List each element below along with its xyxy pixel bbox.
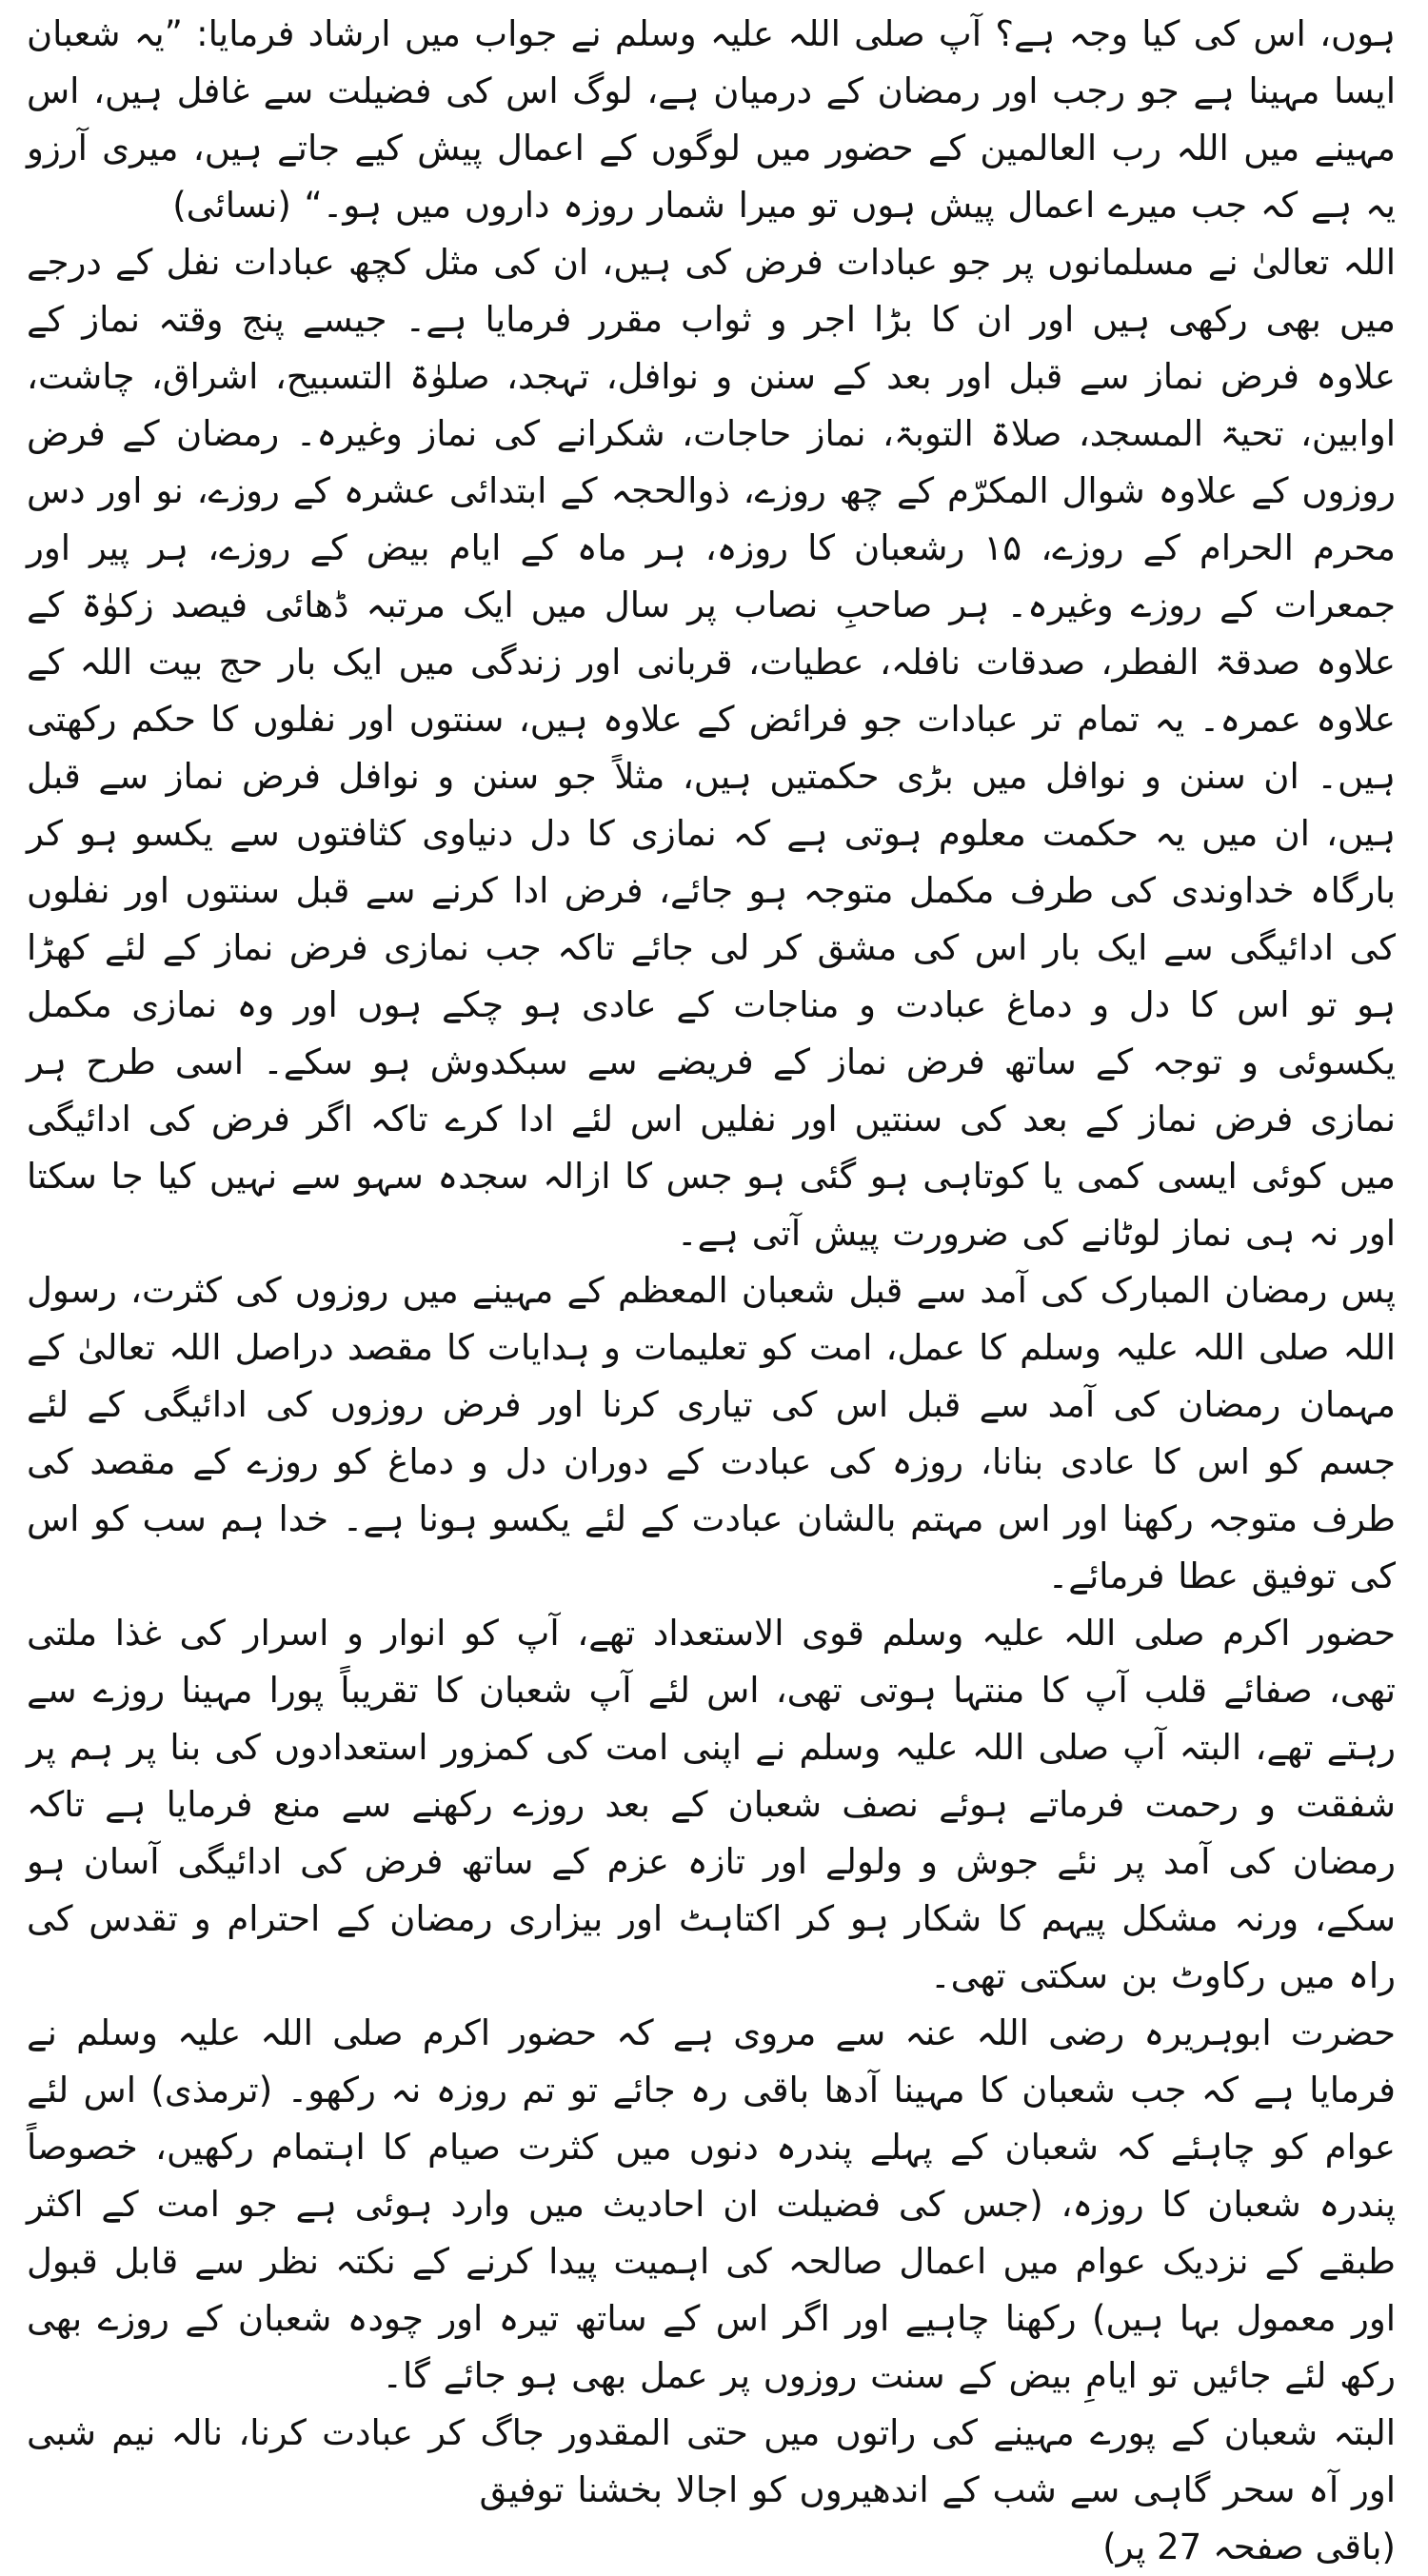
paragraph-nafl-ibadat: اللہ تعالیٰ نے مسلمانوں پر جو عبادات فرض کی ہیں، ان کی مثل کچھ عبادات نفل کے درجے میں بھی رکھی ہیں اور ان کا بڑا اجر و ثواب مقرر فرمایا ہے۔ جیسے پنج وقتہ نماز کے علاوہ فرض نماز سے قبل اور بعد کے سنن و نوافل، تہجد، صلوٰۃ التسبیح، اشراق، چاشت، اوابین، تحیۃ المسجد، صلاۃ التوبۃ، نماز حاجات، شکرانے کی نماز وغیرہ۔ رمضان کے فرض روزوں کے علاوہ شوال المکرّم کے چھ روزے، ذوالحجہ کے ابتدائی عشرہ کے روزے، نو اور دس محرم الحرام کے روزے، ۱۵ رشعبان کا روزہ، ہر ماہ کے ایام بیض کے روزے، ہر پیر اور جمعرات کے روزے وغیرہ۔ ہر صاحبِ نصاب پر سال میں ایک مرتبہ ڈھائی فیصد زکوٰۃ کے علاوہ صدقۃ الفطر، صدقات نافلہ، عطیات، قربانی اور زندگی میں ایک بار حج بیت اللہ کے علاوہ عمرہ۔ یہ تمام تر عبادات جو فرائض کے علاوہ ہیں، سنتوں اور نفلوں کا حکم رکھتی ہیں۔ ان سنن و نوافل میں بڑی حکمتیں ہیں، مثلاً جو سنن و نوافل فرض نماز سے قبل ہیں، ان میں یہ حکمت معلوم ہوتی ہے کہ نمازی کا دل دنیاوی کثافتوں سے یکسو ہو کر بارگاہ خداوندی کی طرف مکمل متوجہ ہو جائے، فرض ادا کرنے سے قبل سنتوں اور نفلوں کی ادائیگی سے ایک بار اس کی مشق کر لی جائے تاکہ جب نمازی فرض نماز کے لئے کھڑا ہو تو اس کا دل و دماغ عبادت و مناجات کے عادی ہو چکے ہوں اور وہ نمازی مکمل یکسوئی و توجہ کے ساتھ فرض نماز کے فریضے سے سبکدوش ہو سکے۔ اسی طرح ہر نمازی فرض نماز کے بعد کی سنتیں اور نفلیں اس لئے ادا کرے تاکہ اگر فرض کی ادائیگی میں کوئی ایسی کمی یا کوتاہی ہو گئی ہو جس کا ازالہ سجدہ سہو سے نہیں کیا جا سکتا اور نہ ہی نماز لوٹانے کی ضرورت پیش آتی ہے۔ — [27, 242, 1396, 1254]
paragraph-ramadan-preparation: پس رمضان المبارک کی آمد سے قبل شعبان المعظم کے مہینے میں روزوں کی کثرت، رسول اللہ صلی اللہ علیہ وسلم کا عمل، امت کو تعلیمات و ہدایات کا مقصد دراصل اللہ تعالیٰ کے مہمان رمضان کی آمد سے قبل اس کی تیاری کرنا اور فرض روزوں کی ادائیگی کے لئے جسم کو اس کا عادی بنانا، روزہ کی عبادت کے دوران دل و دماغ کو روزے کے مقصد کی طرف متوجہ رکھنا اور اس مہتم بالشان عبادت کے لئے یکسو ہونا ہے۔ خدا ہم سب کو اس کی توفیق عطا فرمائے۔ — [27, 1270, 1396, 1596]
article-page — [27, 6, 1396, 2567]
continuation-note: (باقی صفحہ 27 پر) — [1102, 2526, 1396, 2567]
paragraph-shaban-nights: البتہ شعبان کے پورے مہینے کی راتوں میں حتی المقدور جاگ کر عبادت کرنا، نالہ نیم شبی اور آہ سحر گاہی سے شب کے اندھیروں کو اجالا بخشنا توفیق — [27, 2412, 1396, 2510]
paragraph-hadith-nasai: ہوں، اس کی کیا وجہ ہے؟ آپ صلی اللہ علیہ وسلم نے جواب میں ارشاد فرمایا: ”یہ شعبان ایسا مہینا ہے جو رجب اور رمضان کے درمیان ہے، لوگ اس کی فضیلت سے غافل ہیں، اس مہینے میں اللہ رب العالمین کے حضور میں لوگوں کے اعمال پیش کیے جاتے ہیں، میری آرزو یہ ہے کہ جب میرے اعمال پیش ہوں تو میرا شمار روزہ داروں میں ہو۔“ (نسائی) — [27, 13, 1396, 226]
paragraph-abu-hurairah: حضرت ابوہریرہ رضی اللہ عنہ سے مروی ہے کہ حضور اکرم صلی اللہ علیہ وسلم نے فرمایا ہے کہ جب شعبان کا مہینا آدھا باقی رہ جائے تو تم روزہ نہ رکھو۔ (ترمذی) اس لئے عوام کو چاہئے کہ شعبان کے پہلے پندرہ دنوں میں کثرت صیام کا اہتمام رکھیں، خصوصاً پندرہ شعبان کا روزہ، (جس کی فضیلت ان احادیث میں وارد ہوئی ہے جو امت کے اکثر طبقے کے نزدیک عوام میں اعمال صالحہ کی اہمیت پیدا کرنے کے نکتہ نظر سے قابل قبول اور معمول بہا ہیں) رکھنا چاہیے اور اگر اس کے ساتھ تیرہ اور چودہ شعبان کے روزے بھی رکھ لئے جائیں تو ایامِ بیض کے سنت روزوں پر عمل بھی ہو جائے گا۔ — [27, 2012, 1396, 2396]
paragraph-prophet-fasting: حضور اکرم صلی اللہ علیہ وسلم قوی الاستعداد تھے، آپ کو انوار و اسرار کی غذا ملتی تھی، صفائے قلب آپ کا منتہا ہوتی تھی، اس لئے آپ شعبان کا تقریباً پورا مہینا روزے سے رہتے تھے، البتہ آپ صلی اللہ علیہ وسلم نے اپنی امت کی کمزور استعدادوں کی بنا پر ہم پر شفقت و رحمت فرماتے ہوئے نصف شعبان کے بعد روزے رکھنے سے منع فرمایا ہے تاکہ رمضان کی آمد پر نئے جوش و ولولے اور تازہ عزم کے ساتھ فرض کی ادائیگی آسان ہو سکے، ورنہ مشکل پیہم کا شکار ہو کر اکتاہٹ اور بیزاری رمضان کے احترام و تقدس کی راہ میں رکاوٹ بن سکتی تھی۔ — [27, 1613, 1396, 1996]
